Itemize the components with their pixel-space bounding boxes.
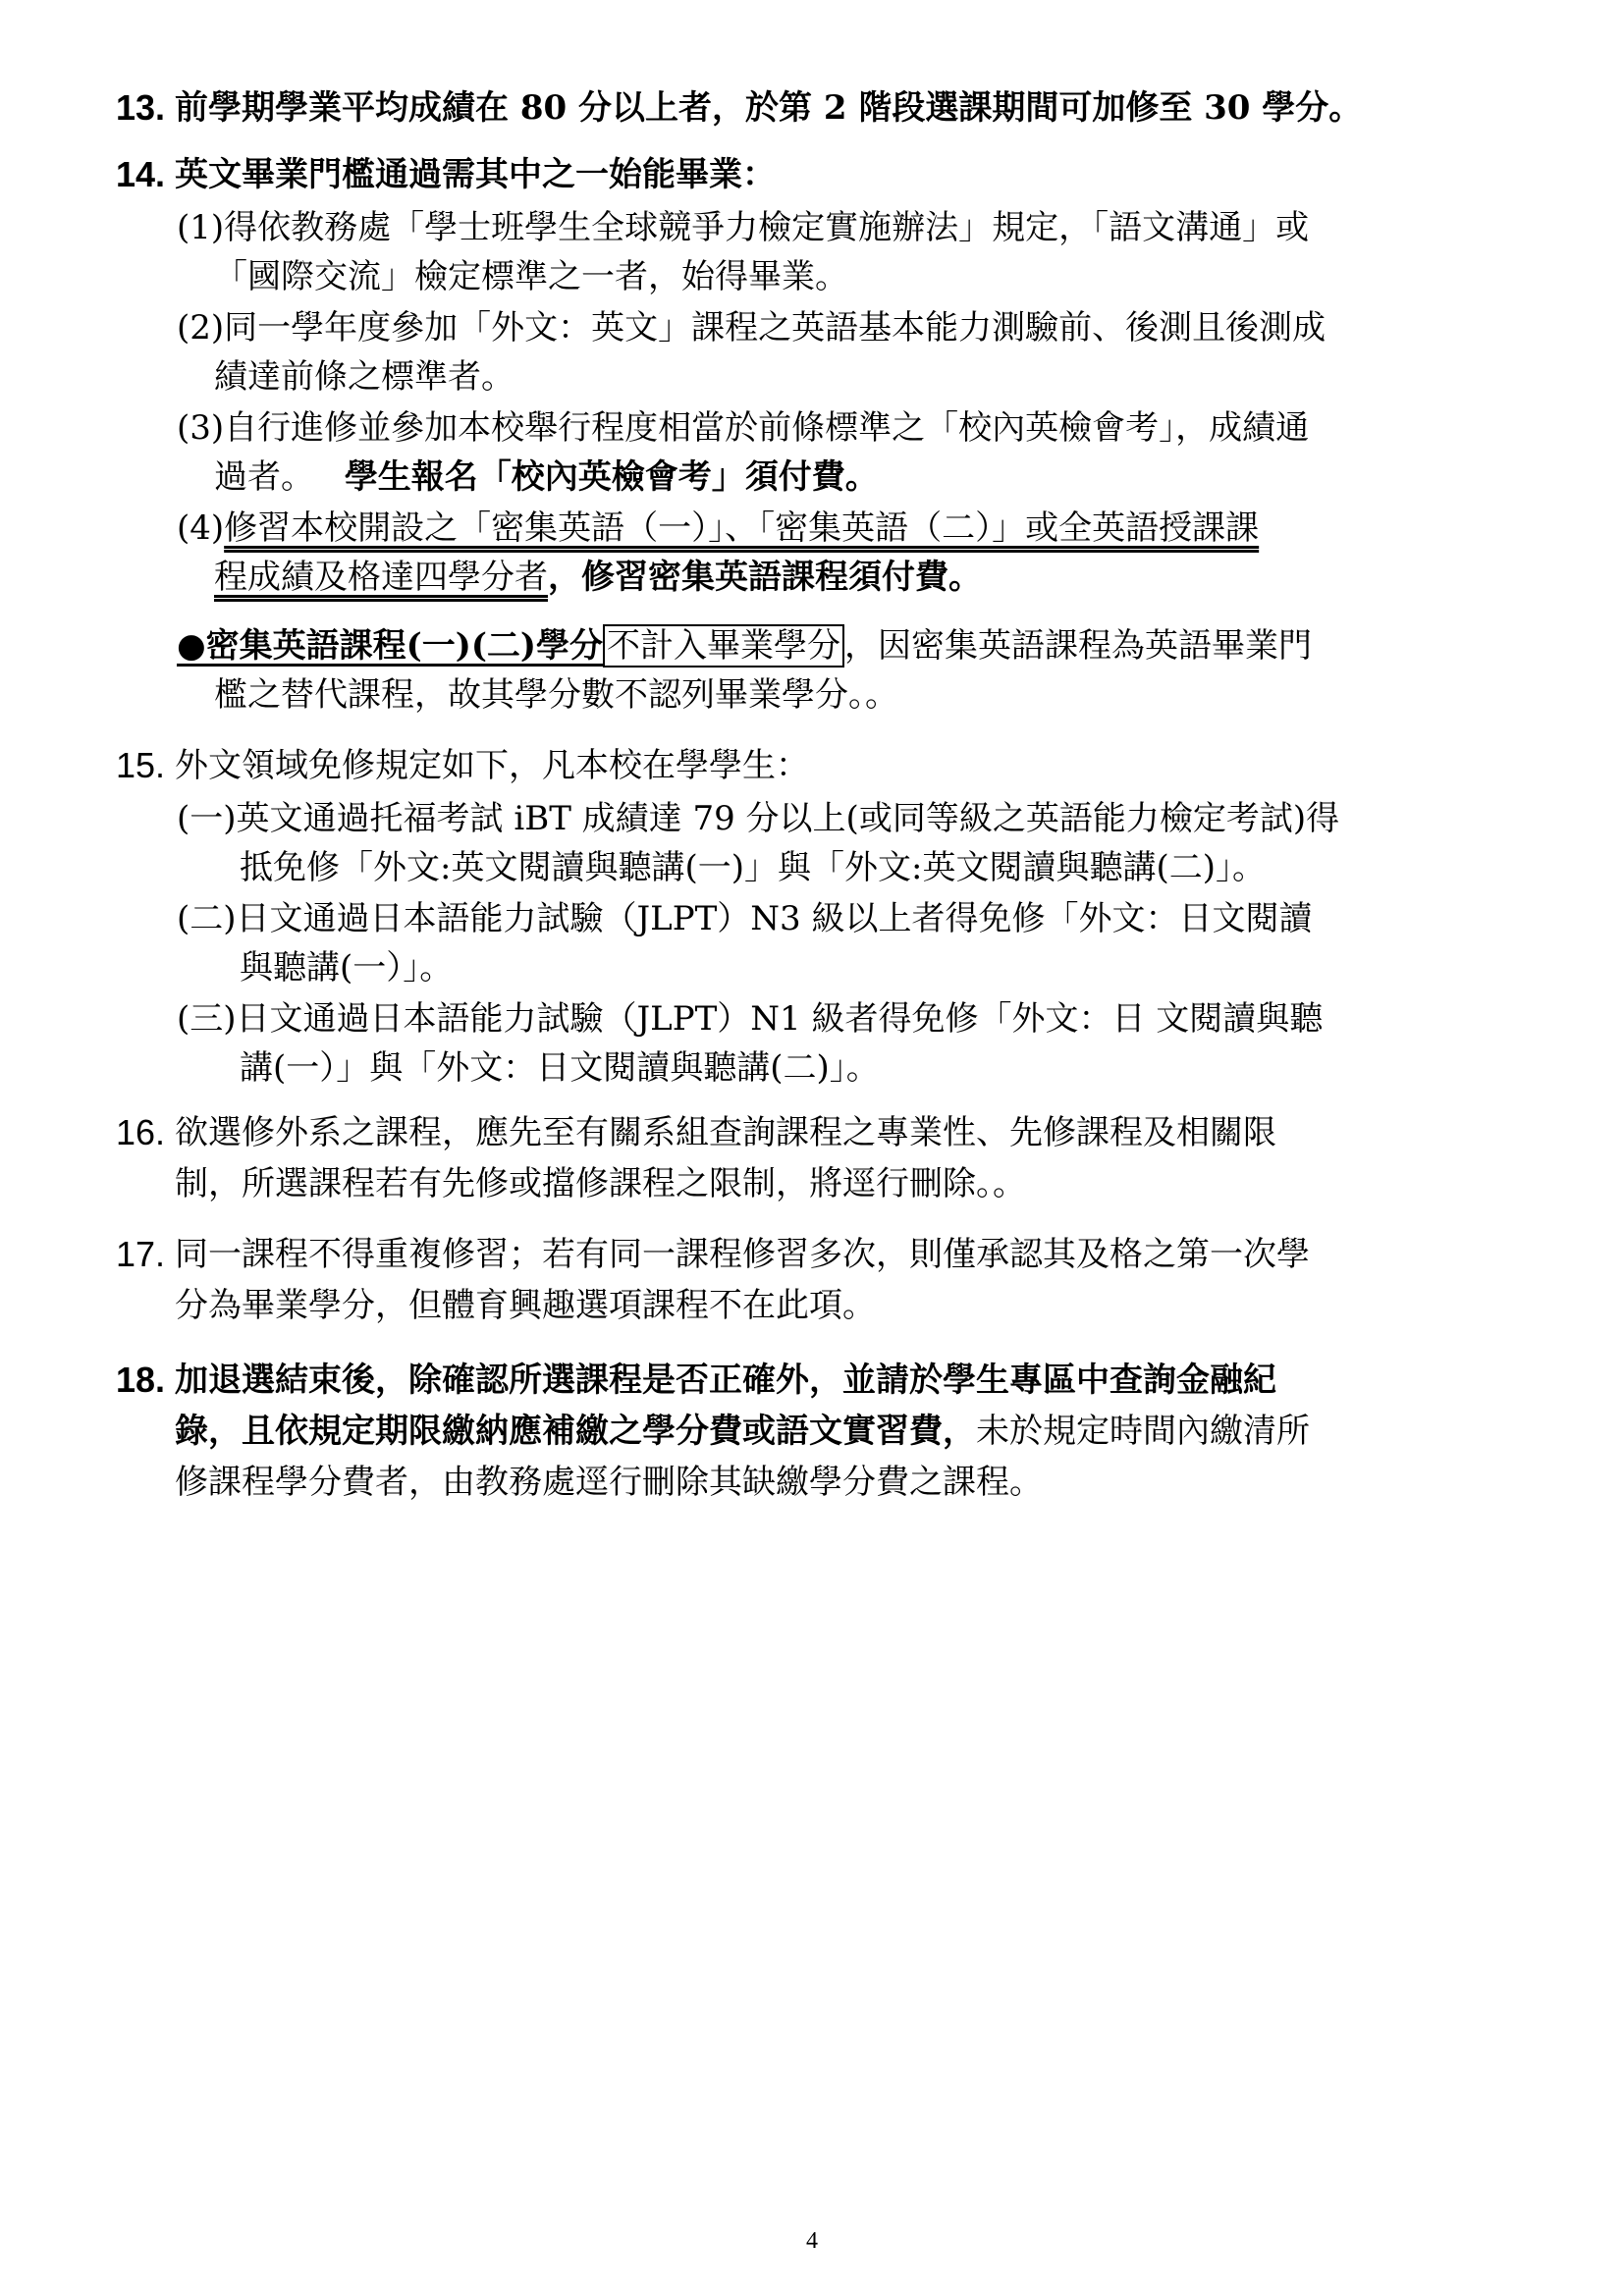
fee-notice-intensive: ，修習密集英語課程須付費。 xyxy=(548,558,982,597)
note-boxed-text: 不計入畢業學分 xyxy=(603,624,844,667)
item-number: 13. xyxy=(116,87,166,128)
item-18-line-3: 修課程學分費者，由教務處逕行刪除其缺繳學分費之課程。 xyxy=(175,1463,1043,1502)
exemption-japanese-n3-line-2: 與聽講(一）」。 xyxy=(240,948,454,988)
item-18-bold: 錄，且依規定期限繳納應補繳之學分費或語文實習費， xyxy=(175,1412,976,1451)
sub-item-3-line-2 xyxy=(214,450,879,505)
exemption-japanese-n1-line-2: 講(一）」與「外文：日文閱讀與聽講(二)」。 xyxy=(240,1048,880,1088)
item-17-line-1: 同一課程不得重複修習；若有同一課程修習多次，則僅承認其及格之第一次學 xyxy=(175,1235,1310,1274)
sub-item-2-line-2: 績達前條之標準者。 xyxy=(214,357,514,397)
sub-item-3-line-1: (3)自行進修並參加本校舉行程度相當於前條標準之「校內英檢會考」，成績通 xyxy=(177,408,1310,448)
note-text: ，因密集英語課程為英語畢業門 xyxy=(844,626,1313,666)
sub-item-2-line-1: (2)同一學年度參加「外文：英文」課程之英語基本能力測驗前、後測且後測成 xyxy=(177,308,1326,347)
intensive-english-note xyxy=(177,618,1312,673)
exemption-japanese-n1-line-1: (三)日文通過日本語能力試驗（JLPT）N1 級者得免修「外文：日 文閱讀與聽 xyxy=(177,999,1324,1039)
exemption-english-line-1: (一)英文通過托福考試 iBT 成績達 79 分以上(或同等級之英語能力檢定考試)得 xyxy=(177,799,1340,838)
item-17-line-2: 分為畢業學分，但體育興趣選項課程不在此項。 xyxy=(175,1286,876,1325)
item-number: 18. xyxy=(116,1360,166,1400)
item-number: 14. xyxy=(116,154,166,194)
page-number: 4 xyxy=(806,2228,818,2254)
item-14-title: 英文畢業門檻通過需其中之一始能畢業： xyxy=(175,155,776,194)
item-16-line-2: 制，所選課程若有先修或擋修課程之限制，將逕行刪除。。 xyxy=(175,1164,1026,1203)
item-number: 17. xyxy=(116,1234,166,1274)
exemption-japanese-n3-line-1: (二)日文通過日本語能力試驗（JLPT）N3 級以上者得免修「外文：日文閱讀 xyxy=(177,899,1313,938)
exemption-english-line-2: 抵免修「外文:英文閱讀與聽講(一)」與「外文:英文閱讀與聽講(二)」。 xyxy=(240,848,1266,887)
sub-item-4-line-2 xyxy=(214,550,982,605)
item-16-line-1: 欲選修外系之課程，應先至有關系組查詢課程之專業性、先修課程及相關限 xyxy=(175,1113,1276,1152)
sub-item-1-line-1: (1)得依教務處「學士班學生全球競爭力檢定實施辦法」規定，「語文溝通」或 xyxy=(177,208,1310,247)
item-18-line-2 xyxy=(175,1404,1310,1459)
note-line-2: 檻之替代課程，故其學分數不認列畢業學分。。 xyxy=(214,675,898,715)
sub-item-3-text: 過者。 xyxy=(214,457,314,497)
sub-item-1-line-2: 「國際交流」檢定標準之一者，始得畢業。 xyxy=(214,257,848,296)
note-bold-underlined: ●密集英語課程(一)(二)學分 xyxy=(177,626,604,666)
item-number: 15. xyxy=(116,745,166,785)
sub-item-4-label: (4) xyxy=(177,508,225,548)
item-18-line-1: 加退選結束後，除確認所選課程是否正確外，並請於學生專區中查詢金融紀 xyxy=(175,1361,1276,1400)
sub-item-4-line-1 xyxy=(177,501,1259,556)
item-13-text: 前學期學業平均成績在 80 分以上者，於第 2 階段選課期間可加修至 30 學分。 xyxy=(175,88,1363,128)
item-number: 16. xyxy=(116,1112,166,1152)
fee-notice: 學生報名「校內英檢會考」須付費。 xyxy=(344,457,879,497)
item-18-text: 未於規定時間內繳清所 xyxy=(976,1412,1310,1451)
sub-item-4-underlined-2: 程成績及格達四學分者 xyxy=(214,558,548,597)
sub-item-4-underlined: 修習本校開設之「密集英語（一）」、「密集英語（二）」或全英語授課課 xyxy=(224,508,1260,548)
item-15-title: 外文領域免修規定如下，凡本校在學學生： xyxy=(175,746,809,785)
